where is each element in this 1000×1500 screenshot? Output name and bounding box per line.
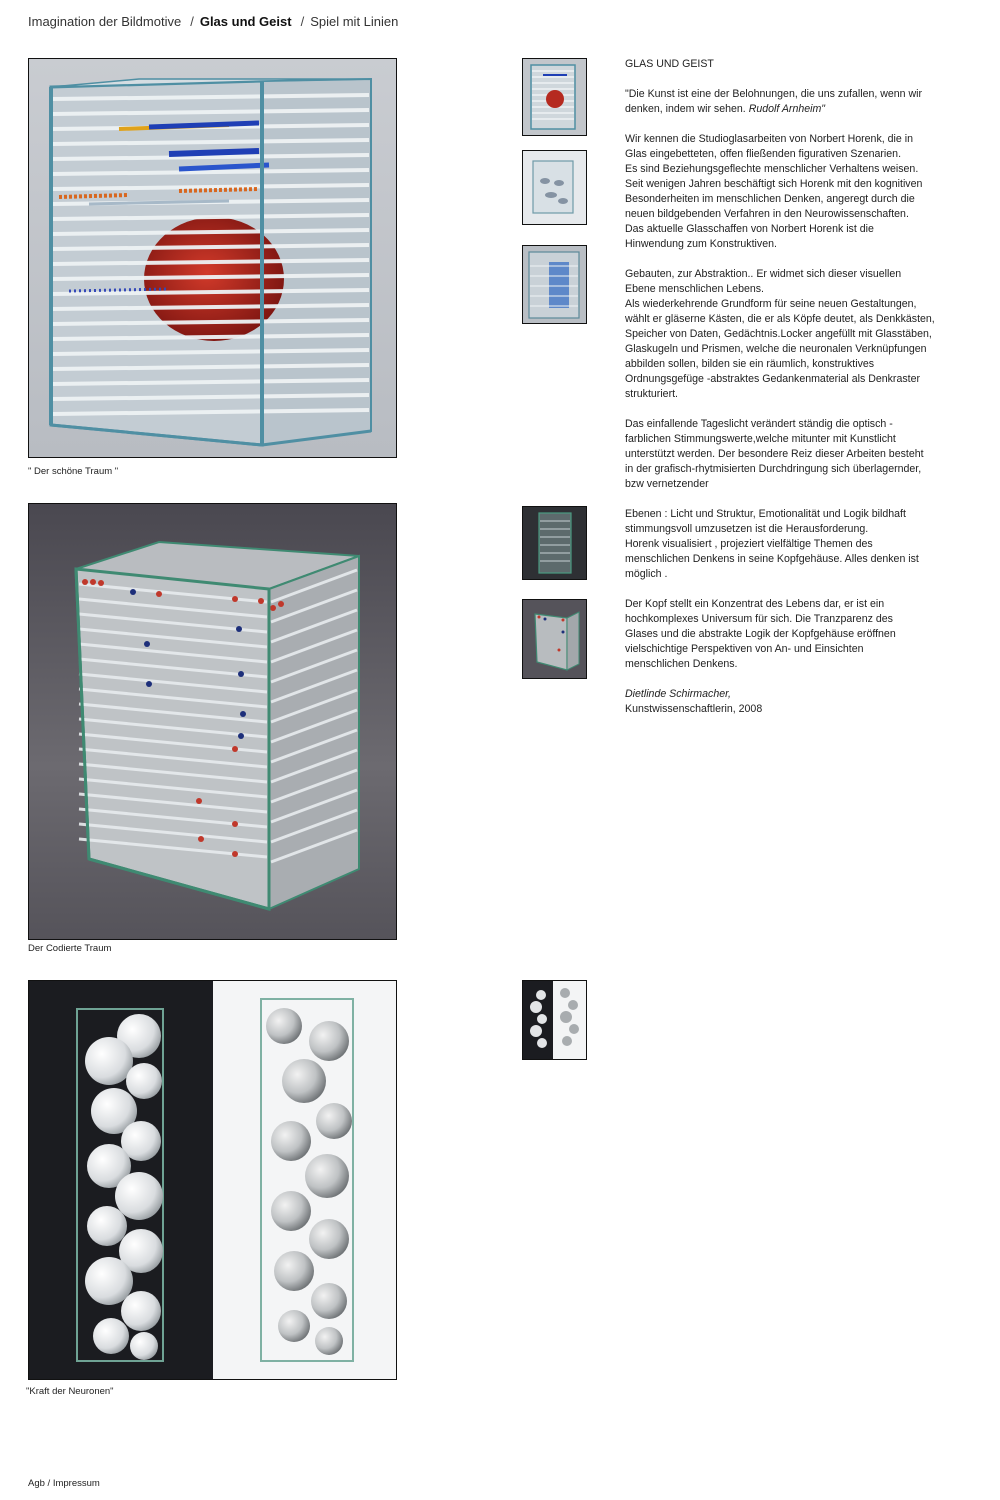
breadcrumb: [28, 14, 398, 29]
paragraph-line: Glaskugeln und Prismen, welche die neuronalen Verknüpfungen: [625, 343, 927, 355]
breadcrumb-glas-und-geist-link[interactable]: Glas und Geist: [199, 14, 292, 29]
paragraph-line: unterstützt werden. Der besondere Reiz dieser Arbeiten besteht: [625, 448, 924, 460]
thumbnail-glass-cube-icon: [523, 151, 586, 224]
quote-author: Rudolf Arnheim": [748, 103, 826, 115]
thumbnail-rods-red-ball-icon: [523, 59, 586, 135]
article-paragraph-5: [625, 597, 955, 672]
paragraph-line: Es sind Beziehungsgeflechte menschlicher Verhaltens weisen.: [625, 163, 919, 175]
breadcrumb-spiel-mit-linien-link[interactable]: Spiel mit Linien: [310, 14, 399, 29]
article-signature: [625, 687, 955, 717]
thumbnail-6[interactable]: [522, 980, 587, 1060]
paragraph-line: in der grafisch-rhytmisierten Durchdringung sich überlagernder,: [625, 463, 922, 475]
paragraph-line: Hinwendung zum Konstruktiven.: [625, 238, 777, 250]
quote-text: "Die Kunst ist eine der Belohnungen, die uns zufallen, wenn wir denken, indem wir sehen.: [625, 88, 923, 115]
glass-box-rods-image: [29, 59, 397, 458]
paragraph-line: Seit wenigen Jahren beschäftigt sich Horenk mit den kognitiven: [625, 178, 923, 190]
artwork-image-kraft-der-neuronen[interactable]: [28, 980, 397, 1380]
paragraph-line: wählt er gläserne Kästen, die er als Köpfe deutet, als Denkkästen,: [625, 313, 935, 325]
article-paragraph-4: [625, 507, 955, 582]
glass-columns-spheres-image: [29, 981, 397, 1380]
paragraph-line: Speicher von Daten, Gedächtnis.Locker angefüllt mit Glasstäben,: [625, 328, 932, 340]
thumbnail-2[interactable]: [522, 150, 587, 225]
article: [625, 57, 955, 732]
footer: [28, 1478, 100, 1489]
paragraph-line: strukturiert.: [625, 388, 678, 400]
paragraph-line: Das aktuelle Glasschaffen von Norbert Horenk ist die: [625, 223, 874, 235]
paragraph-line: vielschichtige Perspektiven von An- und Einsichten: [625, 643, 864, 655]
artwork-image-schoene-traum[interactable]: [28, 58, 397, 458]
paragraph-line: Gebauten, zur Abstraktion.. Er widmet sich dieser visuellen: [625, 268, 902, 280]
paragraph-line: Wir kennen die Studioglasarbeiten von Norbert Horenk, die in: [625, 133, 913, 145]
thumbnail-spheres-icon: [523, 981, 586, 1059]
paragraph-line: neuen bildgebenden Verfahren in den Neurowissenschaften.: [625, 208, 909, 220]
artwork-caption: Der Codierte Traum: [28, 943, 112, 954]
breadcrumb-separator: /: [190, 14, 194, 29]
paragraph-line: menschlichen Denkens.: [625, 658, 738, 670]
article-paragraph-1: [625, 132, 955, 252]
thumbnail-3[interactable]: [522, 245, 587, 324]
breadcrumb-separator: /: [300, 14, 305, 29]
paragraph-line: hochkomplexes Universum für sich. Die Tranzparenz des: [625, 613, 893, 625]
paragraph-line: Glases und die abstrakte Logik der Kopfgehäuse eröffnen: [625, 628, 896, 640]
artwork-caption: " Der schöne Traum ": [28, 466, 119, 477]
paragraph-line: abbilden sollen, bilden sie ein räumlich, konstruktives: [625, 358, 875, 370]
article-heading: GLAS UND GEIST: [625, 58, 714, 70]
paragraph-line: Ebene menschlichen Lebens.: [625, 283, 764, 295]
paragraph-line: Glas eingebetteten, offen fließenden figurativen Szenarien.: [625, 148, 902, 160]
thumbnail-dark-stack-icon: [523, 507, 586, 579]
signature-name: Dietlinde Schirmacher,: [625, 688, 731, 700]
paragraph-line: Besonderheiten im menschlichen Denken, angeregt durch die: [625, 193, 915, 205]
breadcrumb-imagination-link[interactable]: Imagination der Bildmotive: [28, 14, 182, 29]
article-paragraph-3: [625, 417, 955, 492]
artwork-image-codierte-traum[interactable]: [28, 503, 397, 940]
thumbnail-4[interactable]: [522, 506, 587, 580]
paragraph-line: menschlichen Denkens in seine Kopfgehäuse. Alles denken ist: [625, 553, 919, 565]
paragraph-line: Das einfallende Tageslicht verändert ständig die optisch -: [625, 418, 893, 430]
thumbnail-1[interactable]: [522, 58, 587, 136]
paragraph-line: möglich .: [625, 568, 668, 580]
thumbnail-5[interactable]: [522, 599, 587, 679]
paragraph-line: Ebenen : Licht und Struktur, Emotionalität und Logik bildhaft: [625, 508, 906, 520]
artwork-caption: "Kraft der Neuronen": [26, 1386, 114, 1397]
paragraph-line: Der Kopf stellt ein Konzentrat des Lebens dar, er ist ein: [625, 598, 885, 610]
signature-title: Kunstwissenschaftlerin, 2008: [625, 703, 763, 715]
thumbnail-coded-dream-icon: [523, 600, 586, 678]
paragraph-line: farblichen Stimmungswerte,welche mitunter mit Kunstlicht: [625, 433, 896, 445]
paragraph-line: stimmungsvoll umzusetzen ist die Herausforderung.: [625, 523, 869, 535]
paragraph-line: Ordnungsgefüge -abstraktes Gedankenmaterial als Denkraster: [625, 373, 921, 385]
article-quote: [625, 87, 955, 117]
paragraph-line: bzw vernetzender: [625, 478, 709, 490]
paragraph-line: Horenk visualisiert , projeziert vielfältige Themen des: [625, 538, 873, 550]
thumbnail-blue-grid-icon: [523, 246, 586, 323]
paragraph-line: Als wiederkehrende Grundform für seine neuen Gestaltungen,: [625, 298, 917, 310]
article-paragraph-2: [625, 267, 955, 402]
glass-box-stacked-image: [29, 504, 397, 940]
agb-impressum-link[interactable]: Agb / Impressum: [28, 1478, 100, 1489]
